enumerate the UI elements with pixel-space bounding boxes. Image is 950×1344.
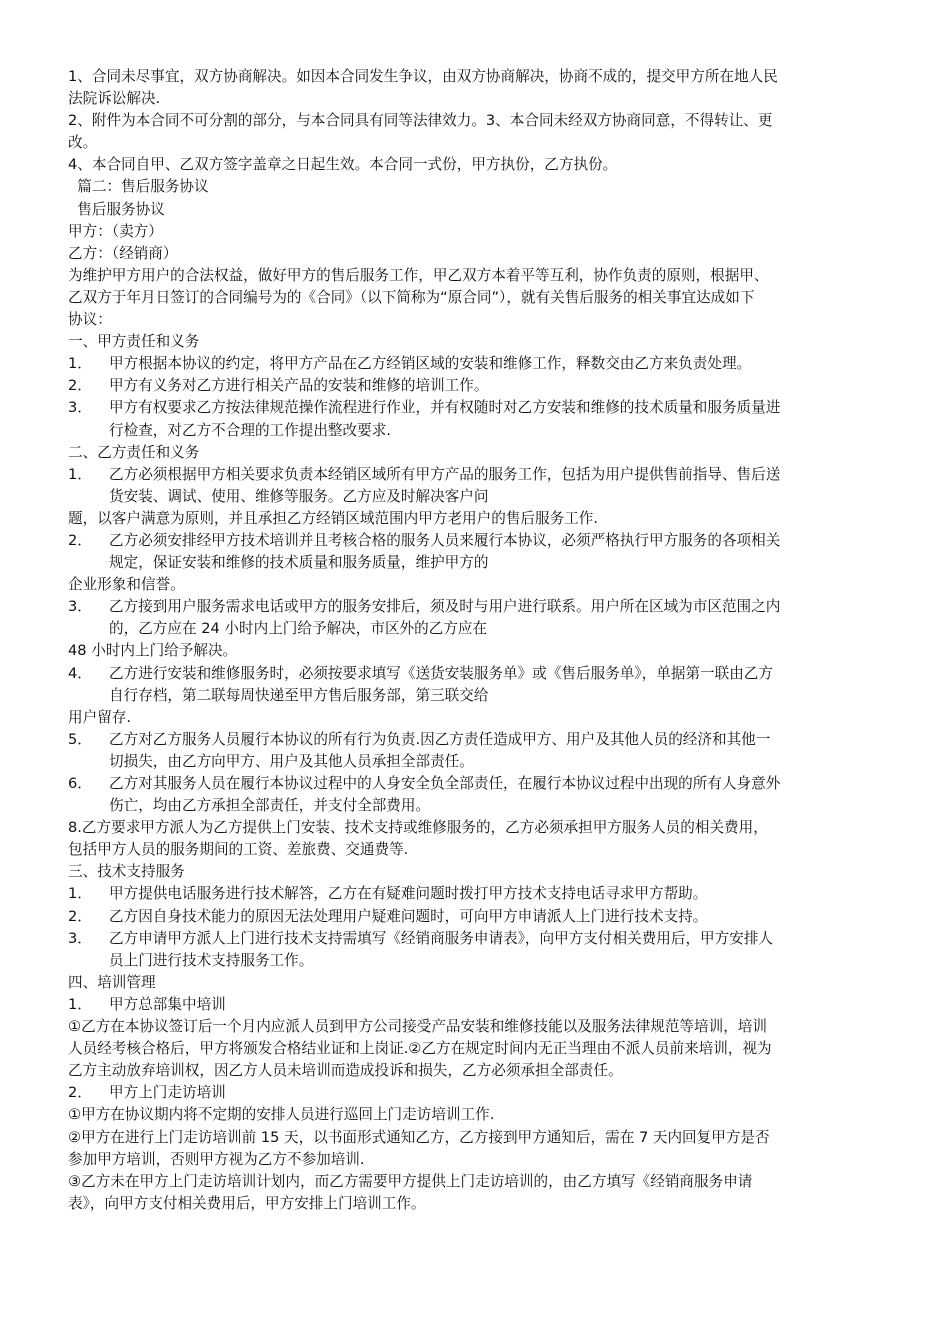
text-line <box>68 552 886 574</box>
list-number: 5． <box>68 730 92 748</box>
line-text: 企业形象和信誉。 <box>68 576 185 594</box>
line-text: 篇二：售后服务协议 <box>68 178 209 196</box>
line-text: 货安装、调试、使用、维修等服务。乙方应及时解决客户问 <box>109 487 489 505</box>
line-text: 乙双方于年月日签订的合同编号为的《合同》（以下简称为“原合同”），就有关售后服务的相关事宜达成如下 <box>68 288 755 306</box>
list-number: 3． <box>68 929 92 947</box>
text-line <box>68 154 886 176</box>
line-text: 改。 <box>68 134 98 152</box>
line-text: 乙方申请甲方派人上门进行技术支持需填写《经销商服务申请表》，向甲方支付相关费用后，甲方安排人 <box>109 929 774 947</box>
text-line <box>68 88 886 110</box>
line-text: ①甲方在协议期内将不定期的安排人员进行巡回上门走访培训工作. <box>68 1106 495 1124</box>
line-text: 乙方对其服务人员在履行本协议过程中的人身安全负全部责任，在履行本协议过程中出现的所有人身意外 <box>109 775 781 792</box>
list-number: 2． <box>68 377 92 395</box>
text-line <box>68 596 886 618</box>
line-text: 的，乙方应在 24 小时内上门给予解决，市区外的乙方应在 <box>109 620 488 638</box>
list-number: 3． <box>68 598 92 616</box>
text-line <box>68 287 886 309</box>
text-line <box>68 221 886 243</box>
text-line <box>68 906 886 928</box>
line-text: 规定，保证安装和维修的技术质量和服务质量，维护甲方的 <box>109 554 489 572</box>
line-text: 甲方有义务对乙方进行相关产品的安装和维修的培训工作。 <box>109 377 489 395</box>
text-line <box>68 1016 886 1038</box>
text-line <box>68 530 886 552</box>
line-text: 甲方：（卖方） <box>68 222 163 240</box>
list-number: 1． <box>68 465 92 483</box>
text-line <box>68 353 886 375</box>
line-text: 48 小时内上门给予解决。 <box>68 642 238 660</box>
list-number: 2． <box>68 907 92 925</box>
text-line <box>68 1038 886 1060</box>
text-line <box>68 1149 886 1171</box>
line-text: 四、培训管理 <box>68 973 156 991</box>
list-number: 2． <box>68 1084 92 1102</box>
text-line <box>68 1171 886 1193</box>
text-line <box>68 508 886 530</box>
text-line <box>68 243 886 265</box>
text-line <box>68 883 886 905</box>
text-line <box>68 817 886 839</box>
list-number: 4． <box>68 664 92 682</box>
line-text: ①乙方在本协议签订后一个月内应派人员到甲方公司接受产品安装和维修技能以及服务法律规范等培训，培训 <box>68 1018 767 1036</box>
text-line <box>68 972 886 994</box>
line-text: 1、合同未尽事宜，双方协商解决。如因本合同发生争议，由双方协商解决，协商不成的，提交甲方所在地人民 <box>68 68 778 85</box>
line-text: 甲方提供电话服务进行技术解答，乙方在有疑难问题时拨打甲方技术支持电话寻求甲方帮助。 <box>109 885 708 903</box>
line-text: 为维护甲方用户的合法权益，做好甲方的售后服务工作，甲乙双方本着平等互利，协作负责的原则，根据甲、 <box>68 266 769 284</box>
text-line <box>68 265 886 287</box>
text-line <box>68 375 886 397</box>
text-line <box>68 574 886 596</box>
text-line <box>68 331 886 353</box>
line-text: 售后服务协议 <box>68 200 165 218</box>
text-line <box>68 397 886 419</box>
text-line <box>68 309 886 331</box>
line-text: 协议： <box>68 311 112 329</box>
list-number: 1． <box>68 995 92 1013</box>
text-line <box>68 994 886 1016</box>
text-line <box>68 176 886 198</box>
line-text: 乙方主动放弃培训权，因乙方人员未培训而造成投诉和损失，乙方必须承担全部责任。 <box>68 1062 623 1080</box>
line-text: 甲方根据本协议的约定，将甲方产品在乙方经销区域的安装和维修工作，释数交由乙方来负责处理。 <box>109 355 752 373</box>
line-text: ②甲方在进行上门走访培训前 15 天，以书面形式通知乙方，乙方接到甲方通知后，需在 7 天内回复甲方是否 <box>68 1128 770 1146</box>
line-text: 表》，向甲方支付相关费用后，甲方安排上门培训工作。 <box>68 1194 426 1212</box>
line-text: 2、附件为本合同不可分割的部分，与本合同具有同等法律效力。3、本合同未经双方协商同意，不得转让、更 <box>68 112 773 130</box>
list-number: 1． <box>68 885 92 903</box>
line-text: 乙方接到用户服务需求电话或甲方的服务安排后，须及时与用户进行联系。用户所在区域为市区范围之内 <box>109 598 781 616</box>
line-text: 人员经考核合格后，甲方将颁发合格结业证和上岗证.②乙方在规定时间内无正当理由不派人员前来培训，视为 <box>68 1040 772 1058</box>
text-line <box>68 729 886 751</box>
text-line <box>68 199 886 221</box>
line-text: 切损失，由乙方向甲方、用户及其他人员承担全部责任。 <box>109 752 474 770</box>
line-text: 包括甲方人员的服务期间的工资、差旅费、交通费等. <box>68 841 409 859</box>
line-text: 乙方因自身技术能力的原因无法处理用户疑难问题时，可向甲方申请派人上门进行技术支持。 <box>109 907 708 925</box>
text-line <box>68 486 886 508</box>
text-line <box>68 464 886 486</box>
text-line <box>68 773 886 795</box>
list-number: 2． <box>68 531 92 549</box>
text-line <box>68 795 886 817</box>
line-text: 乙方必须根据甲方相关要求负责本经销区域所有甲方产品的服务工作，包括为用户提供售前指导、售后送 <box>109 465 781 483</box>
text-line <box>68 1082 886 1104</box>
text-line <box>68 110 886 132</box>
text-line <box>68 442 886 464</box>
line-text: 行检查，对乙方不合理的工作提出整改要求. <box>109 421 391 439</box>
line-text: 用户留存. <box>68 708 132 726</box>
text-line <box>68 839 886 861</box>
line-text: 乙方：（经销商） <box>68 244 178 262</box>
line-text: 参加甲方培训，否则甲方视为乙方不参加培训. <box>68 1150 365 1168</box>
line-text: 8.乙方要求甲方派人为乙方提供上门安装、技术支持或维修服务的，乙方必须承担甲方服务人员的相关费用， <box>68 819 768 837</box>
line-text: 4、本合同自甲、乙双方签字盖章之日起生效。本合同一式份，甲方执份，乙方执份。 <box>68 156 618 174</box>
line-text: 一、甲方责任和义务 <box>68 333 200 351</box>
text-line <box>68 132 886 154</box>
list-number: 6． <box>68 775 92 792</box>
line-text: 三、技术支持服务 <box>68 863 185 881</box>
text-line <box>68 707 886 729</box>
line-text: 二、乙方责任和义务 <box>68 443 200 461</box>
line-text: 乙方进行安装和维修服务时，必须按要求填写《送货安装服务单》或《售后服务单》，单据第一联由乙方 <box>109 664 774 682</box>
line-text: 甲方有权要求乙方按法律规范操作流程进行作业，并有权随时对乙方安装和维修的技术质量和服务质量进 <box>109 399 781 417</box>
text-line <box>68 1127 886 1149</box>
text-line <box>68 1060 886 1082</box>
text-line <box>68 66 886 88</box>
line-text: 乙方对乙方服务人员履行本协议的所有行为负责.因乙方责任造成甲方、用户及其他人员的经济和其他一 <box>109 730 771 748</box>
line-text: 题，以客户满意为原则，并且承担乙方经销区域范围内甲方老用户的售后服务工作. <box>68 509 599 527</box>
document-body <box>68 66 886 1215</box>
text-line <box>68 640 886 662</box>
list-number: 1． <box>68 355 92 373</box>
text-line <box>68 861 886 883</box>
text-line <box>68 618 886 640</box>
line-text: 自行存档，第二联每周快递至甲方售后服务部，第三联交给 <box>109 686 489 704</box>
list-number: 3． <box>68 399 92 417</box>
line-text: 乙方必须安排经甲方技术培训并且考核合格的服务人员来履行本协议，必须严格执行甲方服务的各项相关 <box>109 531 781 549</box>
line-text: 甲方上门走访培训 <box>109 1084 226 1102</box>
text-line <box>68 751 886 773</box>
line-text: 甲方总部集中培训 <box>109 995 226 1013</box>
line-text: ③乙方未在甲方上门走访培训计划内，而乙方需要甲方提供上门走访培训的，由乙方填写《经销商服务申请 <box>68 1172 753 1190</box>
text-line <box>68 950 886 972</box>
line-text: 员上门进行技术支持服务工作。 <box>109 951 314 969</box>
text-line <box>68 1193 886 1215</box>
line-text: 法院诉讼解决. <box>68 90 161 108</box>
text-line <box>68 928 886 950</box>
text-line <box>68 685 886 707</box>
text-line <box>68 1104 886 1126</box>
text-line <box>68 420 886 442</box>
text-line <box>68 663 886 685</box>
line-text: 伤亡，均由乙方承担全部责任，并支付全部费用。 <box>109 797 431 815</box>
